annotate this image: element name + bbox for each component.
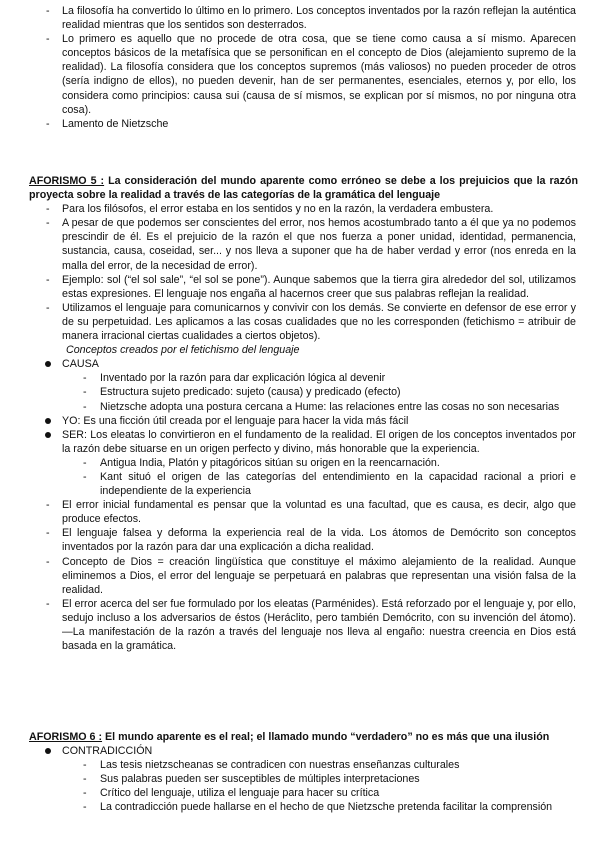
aforismo-5-title: La consideración del mundo aparente como erróneo se debe a los prejuicios que la razón proyecta sobre la realidad a través de las categorías de la gramática del lenguaje [29,175,578,202]
sub-list-item-text: Nietzsche adopta una postura cercana a Hume: las relaciones entre las cosas no son necesarias [100,400,560,413]
list-item-text: Lo primero es aquello que no procede de otra cosa, que se tiene como causa a sí mismo. Aparecen conceptos básicos de la metafísica que se personifican en el concepto de Dios (alejamiento supremo de la realidad). La filosofía considera que los conceptos supremos (más valiosos) no pueden proceder de otros (sería indigno de ellos), no pueden devenir, han de ser permanentes, esenciales, eternos y, por ello, los considera como principios: causa sui (causa de sí mismos, se explican por sí mismos, no por ninguna otra cosa). [62,33,576,116]
list-item: - Ejemplo: sol (“el sol sale”, “el sol se pone”). Aunque sabemos que la tierra gira alrededor del sol, utilizamos estas expresiones. El lenguaje nos engaña al hacernos creer que sus palabras reflejan la realidad. [46,273,576,300]
sub-list-item: - Crítico del lenguaje, utiliza el lenguaje para hacer su crítica [83,787,380,800]
sub-list-item: - Las tesis nietzscheanas se contradicen con nuestras enseñanzas culturales [83,759,460,772]
bullet-text: SER: Los eleatas lo convirtieron en el fundamento de la realidad. El origen de los conceptos inventados por la razón debe situarse en un origen perfecto y divino, más honorable que la experiencia. [62,428,576,455]
list-item-text: Utilizamos el lenguaje para comunicarnos y convivir con los demás. Se convierte en defensor de ese error y de su perpetuidad. Les aplicamos a las cosas cualidades que no les corresponden (fetichismo = atribuir de manera irracional ciertas cualidades a ciertos objetos). [62,301,576,343]
bullet-dot-icon [45,432,51,438]
fetichismo-note: Conceptos creados por el fetichismo del lenguaje [66,344,300,357]
list-item-text: El lenguaje falsea y deforma la experiencia real de la vida. Los átomos de Demócrito son conceptos inventados por la razón para dar una explicación a dicha realidad. [62,527,576,554]
list-item-text: Concepto de Dios = creación lingüística que constituye el máximo alejamiento de la realidad. Aunque eliminemos a Dios, el error del lenguaje se perpetuará en palabras que representan una visión falsa de la realidad. [62,555,576,596]
sub-list-item: - Sus palabras pueden ser susceptibles de múltiples interpretaciones [83,773,420,786]
list-item-text: El error inicial fundamental es pensar que la voluntad es una facultad, que es causa, es decir, algo que produce efectos. [62,499,576,526]
bullet-item-contradiccion [0,744,600,758]
sub-list-item-text: Antigua India, Platón y pitagóricos sitúan su origen en la reencarnación. [100,456,440,469]
bullet-label: CAUSA [62,358,99,371]
sub-list-item-text: La contradicción puede hallarse en el hecho de que Nietzsche pretenda facilitar la comprensión [100,801,553,814]
list-item-text: Lamento de Nietzsche [62,117,169,130]
list-item: - Para los filósofos, el error estaba en los sentidos y no en la razón, la verdadera embustera. [46,203,494,216]
list-item: - El error inicial fundamental es pensar que la voluntad es una facultad, que es causa, es decir, algo que produce efectos. [46,499,576,526]
bullet-text: YO: Es una ficción útil creada por el lenguaje para hacer la vida más fácil [62,414,409,427]
list-item: - A pesar de que podemos ser conscientes del error, nos hemos acostumbrado tanto a él que ya no podemos prescindir de él. Es el prejuicio de la razón el que nos fuerza a poner unidad, identidad, permanencia, sustancia, causa, coseidad, ser... y nos lleva a suponer que ha de haber verdad y error (nos enreda en la malla del error, de la necesidad de error). [46,217,576,272]
aforismo-6-label: AFORISMO 6 : [29,731,103,743]
list-item: - El error acerca del ser fue formulado por los eleatas (Parménides). Está reforzado por el lenguaje y, por ello, sedujo incluso a los adversarios de éstos (Heráclito, pero también Demócrito, con su invención del átomo). —La manifestación de la razón a través del lenguaje nos lleva al engaño: nuestra creencia en Dios está basada en la gramática. [46,597,576,653]
list-item-text: El error acerca del ser fue formulado por los eleatas (Parménides). Está reforzado por el lenguaje y, por ello, sedujo incluso a los adversarios de éstos (Heráclito, pero también Demócrito, con su invención del átomo). —La manifestación de la razón a través del lenguaje nos lleva al engaño: nuestra creencia en Dios está basada en la gramática. [62,597,576,653]
sub-list-item-text: Crítico del lenguaje, utiliza el lenguaje para hacer su crítica [100,787,380,800]
aforismo-5-label: AFORISMO 5 : [29,175,105,187]
aforismo-6-title: El mundo aparente es el real; el llamado mundo “verdadero” no es más que una ilusión [102,731,550,743]
list-item-text: Ejemplo: sol (“el sol sale”, “el sol se pone”). Aunque sabemos que la tierra gira alrededor del sol, utilizamos estas expresiones. El lenguaje nos engaña al hacernos creer que sus palabras reflejan la realidad. [62,273,576,300]
bullet-item-yo [0,414,600,428]
sub-list-item: - Nietzsche adopta una postura cercana a Hume: las relaciones entre las cosas no son necesarias [83,400,560,413]
sub-list-item: - La contradicción puede hallarse en el hecho de que Nietzsche pretenda facilitar la comprensión [83,801,553,814]
sub-list-item: - Antigua India, Platón y pitagóricos sitúan su origen en la reencarnación. [83,456,440,469]
list-item-text: La filosofía ha convertido lo último en lo primero. Los conceptos inventados por la razón reflejan la auténtica realidad mientras que los sentidos son desterrados. [62,5,576,32]
aforismo-6-heading [0,730,600,744]
sub-list-item-text: Sus palabras pueden ser susceptibles de múltiples interpretaciones [100,773,420,786]
aforismo-5-section [0,174,600,653]
list-item: - Utilizamos el lenguaje para comunicarnos y convivir con los demás. Se convierte en defensor de ese error y de su perpetuidad. Les aplicamos a las cosas cualidades que no les corresponden (fetichismo = atribuir de manera irracional ciertas cualidades a ciertos objetos). [46,301,576,343]
list-item: - El lenguaje falsea y deforma la experiencia real de la vida. Los átomos de Demócrito son conceptos inventados por la razón para dar una explicación a dicha realidad. [46,527,576,554]
list-item: - La filosofía ha convertido lo último en lo primero. Los conceptos inventados por la razón reflejan la auténtica realidad mientras que los sentidos son desterrados. [46,5,576,32]
sub-list-item: - Inventado por la razón para dar explicación lógica al devenir [83,372,386,385]
list-item: - Concepto de Dios = creación lingüística que constituye el máximo alejamiento de la realidad. Aunque eliminemos a Dios, el error del lenguaje se perpetuará en palabras que representan una visión falsa de la realidad. [46,555,576,596]
aforismo-6-section [0,730,600,815]
list-item: - Lamento de Nietzsche [46,117,169,130]
sub-list-item: - Kant situó el origen de las categorías del entendimiento en la capacidad racional a priori e independiente de la experiencia [83,470,576,498]
bullet-item-causa [0,357,600,371]
sub-list-item-text: Estructura sujeto predicado: sujeto (causa) y predicado (efecto) [100,386,401,399]
sub-list-item: - Estructura sujeto predicado: sujeto (causa) y predicado (efecto) [83,386,401,399]
bullet-label: CONTRADICCIÓN [62,745,153,758]
list-item-text: A pesar de que podemos ser conscientes del error, nos hemos acostumbrado tanto a él que ya no podemos prescindir de él. Es el prejuicio de la razón el que nos fuerza a poner unidad, identidad, permanencia, sustancia, causa, coseidad, ser... y nos lleva a suponer que ha de haber verdad y error (nos enreda en la malla del error, de la necesidad de error). [62,217,576,272]
list-item-text: Para los filósofos, el error estaba en los sentidos y no en la razón, la verdadera embustera. [62,203,494,216]
intro-list [0,4,600,131]
sub-list-item-text: Inventado por la razón para dar explicación lógica al devenir [100,372,386,385]
bullet-dot-icon [45,361,51,367]
aforismo-5-heading [0,174,600,202]
bullet-dot-icon [45,748,51,754]
sub-list-item-text: Kant situó el origen de las categorías del entendimiento en la capacidad racional a priori e independiente de la experiencia [100,470,576,498]
bullet-item-ser [0,428,600,456]
list-item: - Lo primero es aquello que no procede de otra cosa, que se tiene como causa a sí mismo. Aparecen conceptos básicos de la metafísica que se personifican en el concepto de Dios (alejamiento supremo de la realidad). La filosofía considera que los conceptos supremos (más valiosos) no pueden proceder de otros (sería indigno de ellos), no pueden devenir, han de ser permanentes, esenciales, eternos y, por ello, los considera como principios: causa sui (causa de sí mismos, se explican por sí mismos, no por ninguna otra cosa). [46,33,576,116]
bullet-dot-icon [45,418,51,424]
sub-list-item-text: Las tesis nietzscheanas se contradicen con nuestras enseñanzas culturales [100,759,460,772]
